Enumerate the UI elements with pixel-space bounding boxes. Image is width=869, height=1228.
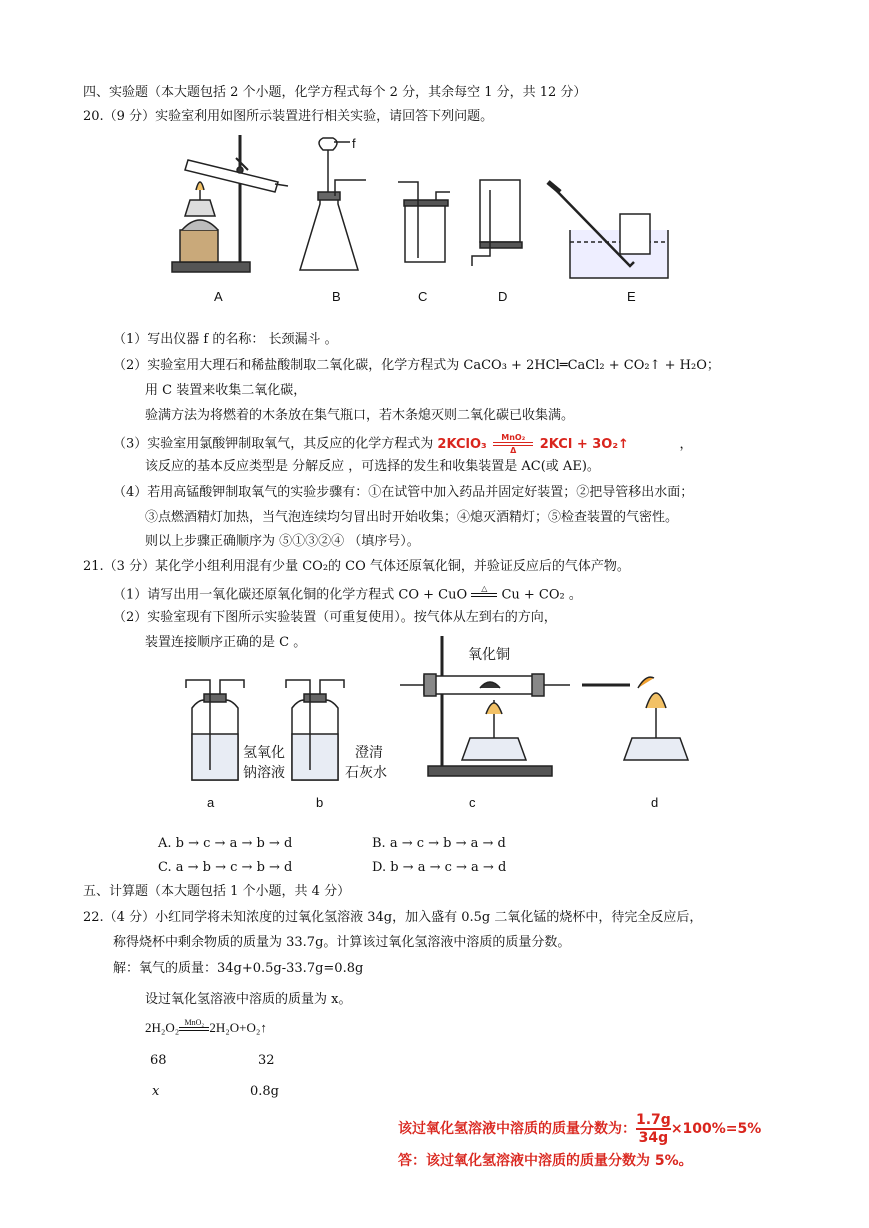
unknown-x: x [152,1084,160,1099]
q20-part1: （1）写出仪器 f 的名称： 长颈漏斗 。 [113,332,338,347]
label-b: B [332,289,341,304]
label-lime-2: 石灰水 [345,764,387,780]
wash-bottle-b [286,680,344,780]
kclo3-equation: 2KClO₃ MnO₂ Δ 2KCl + 3O₂↑ [437,433,629,455]
q21-part1: （1）请写出用一氧化碳还原氧化铜的化学方程式 CO + CuO △ Cu + CO₂ 。 [113,584,582,603]
label-c: C [418,289,428,304]
q22-stem-2: 称得烧杯中剩余物质的质量为 33.7g。计算该过氧化氢溶液中溶质的质量分数。 [113,935,571,950]
q20-part3a-prefix: （3）实验室用氯酸钾制取氧气，其反应的化学方程式为 [113,436,434,452]
section-5-title: 五、计算题（本大题包括 1 个小题，共 4 分） [83,884,351,899]
apparatus-d [472,180,522,266]
option-a: A. b → c → a → b → d [158,836,293,851]
q20-part4c: 则以上步骤正确顺序为 ⑤①③②④ （填序号）。 [145,534,420,549]
label-d: D [498,289,508,304]
option-c: C. a → b → c → b → d [158,860,293,875]
label-cuo: 氧化铜 [468,646,510,662]
q20-part2c: 验满方法为将燃着的木条放在集气瓶口，若木条熄灭则二氧化碳已收集满。 [145,408,575,423]
label-lime-1: 澄清 [355,744,383,760]
mass-32: 32 [258,1053,275,1068]
q20-part3a: （3）实验室用氯酸钾制取氧气，其反应的化学方程式为 2KClO₃ MnO₂ Δ 2KCl + 3O₂↑ ， [113,433,693,455]
wash-bottle-a [186,680,244,780]
label-naoh-1: 氢氧化 [243,744,285,760]
result-line: 该过氧化氢溶液中溶质的质量分数为： $\frac{1.7g}{34g}$ ×100%=5% [398,1112,762,1146]
h2o2-equation: 2H₂O₂ MnO₂ 2H₂O+O₂↑ [145,1018,267,1035]
label-d-small: d [651,795,659,810]
q22-stem-1: 22.（4 分）小红同学将未知浓度的过氧化氢溶液 34g，加入盛有 0.5g 二氧化锰的烧杯中，待完全反应后， [83,910,703,925]
q22-solution-2: 设过氧化氢溶液中溶质的质量为 x。 [145,992,352,1007]
q20-part4a: （4）若用高锰酸钾制取氧气的实验步骤有：①在试管中加入药品并固定好装置；②把导管移出水面； [113,485,694,500]
label-e: E [627,289,636,304]
q21-part2a: （2）实验室现有下图所示实验装置（可重复使用）。按气体从左到右的方向， [113,610,557,625]
burner-d [582,677,688,760]
answer-line: 答：该过氧化氢溶液中溶质的质量分数为 5%。 [398,1153,693,1169]
apparatus-c [398,182,450,262]
q22-solution-1: 解：氧气的质量：34g+0.5g-33.7g=0.8g [113,961,364,976]
section-4-title: 四、实验题（本大题包括 2 个小题，化学方程式每个 2 分，其余每空 1 分，共 12 分） [83,85,587,100]
q21-stem: 21.（3 分）某化学小组利用混有少量 CO₂的 CO 气体还原氧化铜，并验证反应后的气体产物。 [83,559,630,574]
apparatus-b [300,138,366,270]
q20-part2b: 用 C 装置来收集二氧化碳， [145,383,307,398]
mass-68: 68 [150,1053,167,1068]
label-naoh-2: 钠溶液 [243,764,285,780]
mass-0-8g: 0.8g [250,1084,279,1099]
q20-part4b: ③点燃酒精灯加热，当气泡连续均匀冒出时开始收集；④熄灭酒精灯；⑤检查装置的气密性。 [145,510,679,525]
q20-part3b: 该反应的基本反应类型是 分解反应 ，可选择的发生和收集装置是 AC(或 AE)。 [145,459,600,474]
option-d: D. b → a → c → a → d [372,860,507,875]
q20-stem: 20.（9 分）实验室利用如图所示装置进行相关实验，请回答下列问题。 [83,109,494,124]
label-a-small: a [207,795,215,810]
label-f: f [352,136,356,151]
label-b-small: b [316,795,324,810]
q21-part2b: 装置连接顺序正确的是 C 。 [145,635,307,650]
q20-part2a: （2）实验室用大理石和稀盐酸制取二氧化碳，化学方程式为 CaCO₃ + 2HCl═CaCl₂ + CO₂↑ + H₂O； [113,358,720,373]
option-b: B. a → c → b → a → d [372,836,506,851]
label-a: A [214,289,223,304]
label-c-small: c [469,795,476,810]
apparatus-e [548,182,668,278]
apparatus-figure-q20 [160,130,680,310]
apparatus-a [172,135,288,272]
